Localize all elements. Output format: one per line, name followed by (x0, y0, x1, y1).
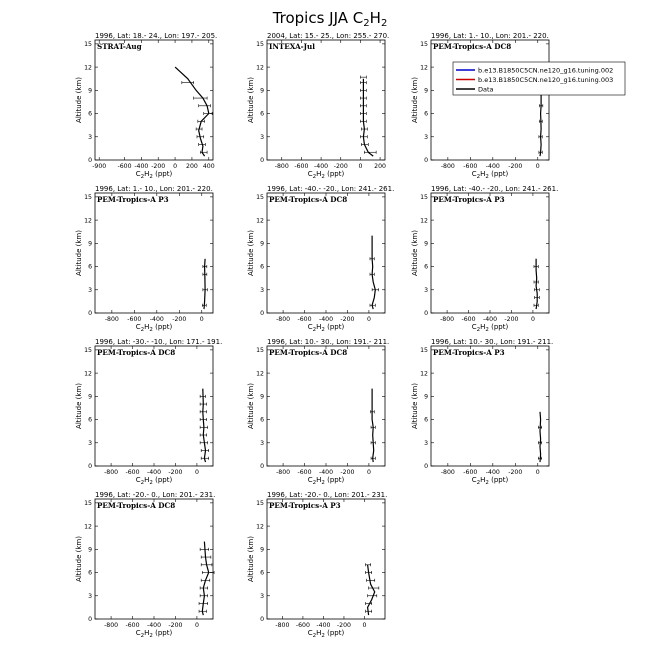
plot-frame (267, 193, 385, 313)
y-tick-label: 3 (88, 286, 92, 294)
x-tick-label: 0 (194, 622, 199, 629)
campaign-label: PEM-Tropics-A P3 (97, 195, 169, 204)
plot-frame (267, 40, 385, 160)
y-tick-label: 12 (84, 370, 92, 378)
y-tick-label: 12 (84, 64, 92, 72)
y-tick-label: 3 (424, 286, 428, 294)
y-tick-label: 0 (88, 616, 92, 624)
chart-panel-9 (411, 338, 553, 486)
data-profile-line (372, 389, 374, 463)
panel-title: 1996, Lat: -40.- -20., Lon: 241.- 261. (267, 185, 395, 193)
x-tick-label: 200 (186, 163, 198, 170)
figure-title: Tropics JJA $C_2H_2$ (272, 9, 388, 29)
x-tick-label: 200 (374, 163, 386, 170)
campaign-label: PEM-Tropics-A P3 (433, 195, 505, 204)
panel-title: 1996, Lat: -20.- 0., Lon: 201.- 231. (95, 491, 216, 499)
x-tick-label: -800 (440, 469, 455, 476)
y-tick-label: 12 (420, 370, 428, 378)
panel-title: 1996, Lat: 1.- 10., Lon: 201.- 220. (431, 32, 549, 40)
y-tick-label: 6 (424, 416, 428, 424)
x-tick-label: -800 (104, 316, 119, 323)
y-axis-label: Altitude (km) (75, 536, 83, 582)
panel-title: 1996, Lat: -20.- 0., Lon: 201.- 231. (267, 491, 388, 499)
x-tick-label: 0 (173, 163, 178, 170)
y-tick-label: 3 (88, 133, 92, 141)
chart-panel-7 (75, 338, 222, 486)
x-tick-label: -200 (151, 163, 166, 170)
y-axis-label: Altitude (km) (411, 230, 419, 276)
campaign-label: PEM-Tropics-A P3 (433, 348, 505, 357)
y-tick-label: 15 (256, 500, 264, 508)
x-axis-label: $C_2H_2$ (ppt) (135, 170, 173, 180)
panel-title: 1996, Lat: -30.- -10., Lon: 171.- 191. (95, 338, 223, 346)
x-tick-label: -600 (297, 316, 312, 323)
x-tick-label: -400 (146, 622, 162, 629)
y-axis-label: Altitude (km) (247, 230, 255, 276)
x-tick-label: -800 (275, 622, 290, 629)
y-tick-label: 15 (420, 194, 428, 202)
plot-frame (267, 499, 385, 619)
x-tick-label: -400 (318, 316, 334, 323)
y-axis-label: Altitude (km) (75, 77, 83, 123)
x-axis-label: $C_2H_2$ (ppt) (135, 476, 173, 486)
x-tick-label: -400 (482, 316, 498, 323)
x-tick-label: -200 (168, 622, 183, 629)
x-tick-label: -800 (440, 316, 455, 323)
y-tick-label: 12 (84, 217, 92, 225)
campaign-label: STRAT-Aug (97, 42, 142, 51)
y-tick-label: 9 (260, 87, 264, 95)
x-axis-label: $C_2H_2$ (ppt) (471, 476, 509, 486)
campaign-label: INTEXA-Jul (269, 42, 315, 51)
x-tick-label: 0 (530, 316, 535, 323)
panel-grid (75, 32, 558, 639)
x-tick-label: -400 (316, 622, 331, 629)
chart-panel-8 (247, 338, 389, 486)
y-tick-label: 3 (424, 439, 428, 447)
y-tick-label: 12 (256, 523, 264, 531)
x-tick-label: -200 (168, 469, 183, 476)
panel-title: 1996, Lat: 10.- 30., Lon: 191.- 211. (267, 338, 390, 346)
legend (453, 62, 625, 95)
y-tick-label: 3 (260, 286, 264, 294)
x-tick-label: -600 (295, 622, 310, 629)
y-tick-label: 9 (424, 87, 428, 95)
y-tick-label: 12 (84, 523, 92, 531)
x-tick-label: -800 (104, 622, 119, 629)
x-tick-label: -400 (485, 469, 500, 476)
x-axis-label: $C_2H_2$ (ppt) (307, 629, 345, 639)
campaign-label: PEM-Tropics-A DC8 (97, 501, 176, 510)
y-tick-label: 0 (88, 310, 92, 318)
x-tick-label: 0 (535, 163, 540, 170)
chart-panel-4 (75, 185, 213, 333)
legend-label: b.e13.B1850C5CN.ne120_g16.tuning.002 (478, 66, 614, 75)
panel-title: 1996, Lat: 10.- 30., Lon: 191.- 211. (431, 338, 554, 346)
chart-panel-5 (247, 185, 394, 333)
y-tick-label: 6 (88, 263, 92, 271)
x-tick-label: 0 (199, 316, 204, 323)
y-tick-label: 6 (260, 263, 264, 271)
campaign-label: PEM-Tropics-A DC8 (433, 42, 512, 51)
x-tick-label: -800 (440, 163, 455, 170)
y-axis-label: Altitude (km) (411, 383, 419, 429)
y-tick-label: 0 (260, 310, 264, 318)
x-tick-label: -400 (314, 163, 329, 170)
data-profile-line (203, 389, 206, 463)
campaign-label: PEM-Tropics-A DC8 (97, 348, 176, 357)
y-axis-label: Altitude (km) (75, 230, 83, 276)
x-tick-label: -200 (508, 469, 523, 476)
y-tick-label: 6 (260, 569, 264, 577)
y-tick-label: 9 (260, 240, 264, 248)
x-tick-label: -200 (340, 316, 355, 323)
x-tick-label: -600 (127, 316, 142, 323)
y-axis-label: Altitude (km) (75, 383, 83, 429)
x-tick-label: -600 (461, 316, 476, 323)
x-tick-label: -200 (333, 163, 348, 170)
x-tick-label: -800 (276, 469, 291, 476)
campaign-label: PEM-Tropics-A DC8 (269, 195, 348, 204)
x-tick-label: -900 (92, 163, 107, 170)
data-profile-line (175, 67, 209, 156)
y-tick-label: 3 (260, 133, 264, 141)
x-tick-label: 0 (366, 316, 371, 323)
y-tick-label: 15 (420, 41, 428, 49)
x-tick-label: -600 (297, 469, 312, 476)
plot-frame (431, 346, 549, 466)
y-tick-label: 0 (424, 157, 428, 165)
y-axis-label: Altitude (km) (411, 77, 419, 123)
y-tick-label: 15 (84, 347, 92, 355)
plot-frame (431, 193, 549, 313)
panel-title: 1996, Lat: 18.- 24., Lon: 197.- 205. (95, 32, 218, 40)
y-tick-label: 15 (84, 194, 92, 202)
x-axis-label: $C_2H_2$ (ppt) (471, 170, 509, 180)
y-tick-label: 9 (88, 393, 92, 401)
x-tick-label: 0 (362, 622, 367, 629)
x-tick-label: -200 (508, 163, 523, 170)
x-tick-label: -400 (134, 163, 149, 170)
y-tick-label: 9 (88, 240, 92, 248)
chart-panel-11 (247, 491, 387, 639)
y-tick-label: 15 (84, 41, 92, 49)
y-tick-label: 3 (424, 133, 428, 141)
y-tick-label: 12 (256, 217, 264, 225)
campaign-label: PEM-Tropics-A P3 (269, 501, 341, 510)
y-tick-label: 15 (256, 41, 264, 49)
y-tick-label: 12 (256, 64, 264, 72)
y-tick-label: 6 (260, 110, 264, 118)
y-tick-label: 0 (260, 616, 264, 624)
y-tick-label: 3 (260, 439, 264, 447)
y-tick-label: 0 (424, 310, 428, 318)
x-tick-label: -600 (125, 469, 140, 476)
y-tick-label: 9 (88, 87, 92, 95)
x-axis-label: $C_2H_2$ (ppt) (307, 170, 345, 180)
x-tick-label: -200 (340, 469, 355, 476)
x-tick-label: -400 (318, 469, 334, 476)
x-tick-label: -400 (485, 163, 500, 170)
y-tick-label: 9 (424, 393, 428, 401)
y-tick-label: 15 (420, 347, 428, 355)
y-tick-label: 6 (88, 110, 92, 118)
x-axis-label: $C_2H_2$ (ppt) (135, 629, 173, 639)
y-tick-label: 9 (260, 393, 264, 401)
data-profile-line (540, 412, 541, 462)
x-tick-label: -400 (149, 316, 164, 323)
y-tick-label: 15 (256, 347, 264, 355)
y-tick-label: 3 (88, 439, 92, 447)
panel-title: 1996, Lat: 1.- 10., Lon: 201.- 220. (95, 185, 213, 193)
panel-title: 2004, Lat: 15.- 25., Lon: 255.- 270. (267, 32, 390, 40)
legend-label: Data (478, 85, 494, 94)
x-tick-label: -800 (274, 163, 289, 170)
campaign-label: PEM-Tropics-A DC8 (269, 348, 348, 357)
y-tick-label: 6 (424, 110, 428, 118)
y-tick-label: 12 (420, 217, 428, 225)
x-axis-label: $C_2H_2$ (ppt) (307, 476, 345, 486)
x-tick-label: -200 (336, 622, 351, 629)
y-tick-label: 0 (260, 157, 264, 165)
x-tick-label: -400 (146, 469, 162, 476)
x-tick-label: -600 (463, 469, 478, 476)
y-tick-label: 6 (88, 569, 92, 577)
x-tick-label: 400 (202, 163, 215, 170)
y-tick-label: 0 (260, 463, 264, 471)
x-tick-label: 0 (194, 469, 199, 476)
y-axis-label: Altitude (km) (247, 77, 255, 123)
y-tick-label: 3 (260, 592, 264, 600)
x-tick-label: -600 (294, 163, 309, 170)
y-tick-label: 15 (256, 194, 264, 202)
panel-title: 1996, Lat: -40.- -20., Lon: 241.- 261. (431, 185, 559, 193)
y-tick-label: 9 (88, 546, 92, 554)
y-tick-label: 12 (256, 370, 264, 378)
plot-frame (95, 193, 213, 313)
plot-frame (431, 40, 549, 160)
x-tick-label: -200 (504, 316, 519, 323)
y-tick-label: 9 (424, 240, 428, 248)
y-axis-label: Altitude (km) (247, 383, 255, 429)
y-tick-label: 0 (88, 463, 92, 471)
chart-panel-6 (411, 185, 558, 333)
y-tick-label: 6 (88, 416, 92, 424)
y-tick-label: 0 (424, 463, 428, 471)
y-tick-label: 6 (424, 263, 428, 271)
y-tick-label: 15 (84, 500, 92, 508)
chart-panel-1 (75, 32, 217, 180)
x-tick-label: -600 (117, 163, 132, 170)
data-profile-line (204, 259, 205, 309)
data-profile-line (372, 236, 375, 310)
x-axis-label: $C_2H_2$ (ppt) (135, 323, 173, 333)
plot-frame (95, 346, 213, 466)
plot-frame (267, 346, 385, 466)
y-axis-label: Altitude (km) (247, 536, 255, 582)
x-tick-label: 0 (358, 163, 363, 170)
chart-panel-2 (247, 32, 389, 180)
x-axis-label: $C_2H_2$ (ppt) (471, 323, 509, 333)
legend-label: b.e13.B1850C5CN.ne120_g16.tuning.003 (478, 75, 614, 84)
x-tick-label: 0 (366, 469, 371, 476)
y-tick-label: 9 (260, 546, 264, 554)
plot-frame (95, 499, 213, 619)
x-tick-label: 0 (535, 469, 540, 476)
y-tick-label: 0 (88, 157, 92, 165)
x-tick-label: -800 (104, 469, 119, 476)
y-tick-label: 12 (420, 64, 428, 72)
chart-panel-10 (75, 491, 215, 639)
x-tick-label: -600 (125, 622, 140, 629)
y-tick-label: 6 (260, 416, 264, 424)
chart-panel-3 (411, 32, 549, 180)
plot-frame (95, 40, 213, 160)
x-axis-label: $C_2H_2$ (ppt) (307, 323, 345, 333)
x-tick-label: -800 (276, 316, 291, 323)
x-tick-label: -600 (463, 163, 478, 170)
x-tick-label: -200 (172, 316, 187, 323)
y-tick-label: 3 (88, 592, 92, 600)
